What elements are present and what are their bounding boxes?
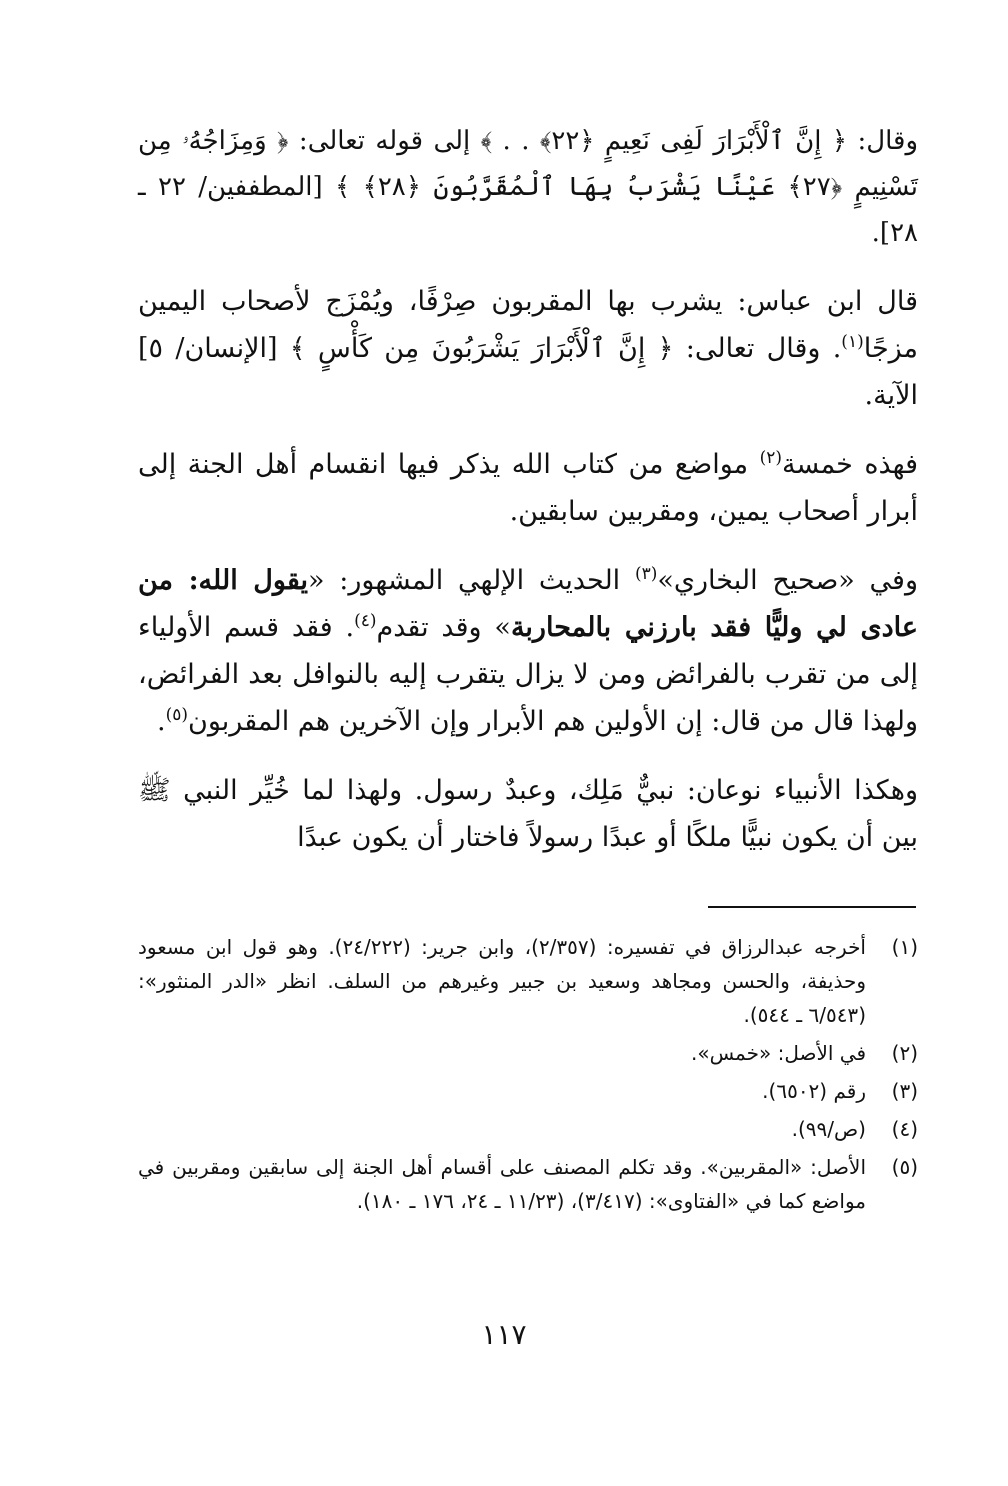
paragraph-text: » وقد تقدم	[376, 612, 511, 643]
paragraph-text: وقال: ﴿ إِنَّ ٱلْأَبْرَارَ لَفِى نَعِيمٍ ﴿٢٢﴾ . . ﴾ إلى قوله تعالى: ﴿ وَمِزَاجُهُۥ مِن تَسْنِيمٍ ﴿٢٧﴾ عَيْنًا يَشْرَبُ بِهَا ٱلْمُقَرَّبُونَ ﴿٢٨﴾ ﴾ [المطففين/ ٢٢ ـ ٢٨].	[138, 126, 919, 248]
paragraph-bukhari-hadith	[138, 557, 918, 745]
paragraph-text: مواضع من كتاب الله يذكر فيها انقسام أهل الجنة إلى أبرار أصحاب يمين، ومقربين سابقين.	[138, 449, 918, 527]
footnote-number: (٤)	[891, 1117, 918, 1141]
footnote-text: أخرجه عبدالرزاق في تفسيره: (٢/٣٥٧)، وابن جرير: (٢٤/٢٢٢). وهو قول ابن مسعود وحذيفة، والحسن ومجاهد وسعيد بن جبير وغيرهم من السلف. انظر «الدر المنثور»: (٦/٥٤٣ ـ ٥٤٤).	[138, 935, 866, 1027]
page-body	[138, 118, 918, 883]
footnote-ref-2[interactable]: (٢)	[759, 448, 783, 468]
footnote-item	[138, 1036, 918, 1070]
footnote-number: (٢)	[891, 1041, 918, 1065]
footnote-item	[138, 1150, 918, 1218]
footnote-ref-3[interactable]: (٣)	[634, 564, 658, 584]
footnote-ref-1[interactable]: (١)	[841, 332, 864, 352]
footnote-ref-5[interactable]: (٥)	[165, 705, 189, 725]
footnote-item	[138, 1074, 918, 1108]
paragraph-text: وهكذا الأنبياء نوعان: نبيٌّ مَلِك، وعبدٌ رسول. ولهذا لما خُيِّر النبي ﷺ بين أن يكون نبيًّا ملكًا أو عبدًا رسولاً فاختار أن يكون عبدًا	[138, 775, 918, 853]
footnote-number: (١)	[891, 935, 918, 959]
paragraph-text: . وقال تعالى: ﴿ إِنَّ ٱلْأَبْرَارَ يَشْرَبُونَ مِن كَأْسٍ ﴾ [الإنسان/ ٥] الآية.	[138, 333, 918, 411]
footnotes	[138, 930, 918, 1222]
footnote-text: رقم (٦٥٠٢).	[762, 1079, 866, 1103]
footnote-text: (ص/٩٩).	[791, 1117, 866, 1141]
paragraph-text: . فقد قسم الأولياء إلى من تقرب بالفرائض ومن لا يزال يتقرب إليه بالنوافل بعد الفرائض، ولهذا قال من قال: إن الأولين هم الأبرار وإن الآخرين هم المقربون	[138, 612, 918, 737]
page-number: ١١٧	[481, 1318, 527, 1351]
footnote-divider	[708, 906, 916, 908]
hadith-quote: يقول الله: من عادى لي وليًّا فقد بارزني بالمحاربة	[138, 565, 919, 643]
footnote-item	[138, 930, 918, 1032]
footnote-ref-4[interactable]: (٤)	[354, 611, 377, 631]
paragraph-ibn-abbas	[138, 278, 918, 419]
paragraph-text: الحديث الإلهي المشهور: «	[308, 565, 635, 596]
footnote-number: (٣)	[891, 1079, 918, 1103]
paragraph-text: قال ابن عباس: يشرب بها المقربون صِرْفًا، ويُمْزَج لأصحاب اليمين مزجًا	[138, 286, 918, 364]
paragraph-text: وفي «صحيح البخاري»	[657, 565, 918, 596]
paragraph-five-places	[138, 441, 918, 535]
paragraph-prophets	[138, 767, 918, 861]
footnote-number: (٥)	[891, 1155, 918, 1179]
paragraph-text: فهذه خمسة	[782, 449, 918, 480]
footnote-text: في الأصل: «خمس».	[690, 1041, 866, 1065]
footnote-text: الأصل: «المقربين». وقد تكلم المصنف على أقسام أهل الجنة إلى سابقين ومقربين في مواضع كما في «الفتاوى»: (٣/٤١٧)، (١١/٢٣ ـ ٢٤، ١٧٦ ـ ١٨٠).	[138, 1155, 866, 1213]
paragraph-text: .	[157, 706, 166, 737]
footnote-item	[138, 1112, 918, 1146]
paragraph-quran-mutaffifin	[138, 118, 918, 256]
